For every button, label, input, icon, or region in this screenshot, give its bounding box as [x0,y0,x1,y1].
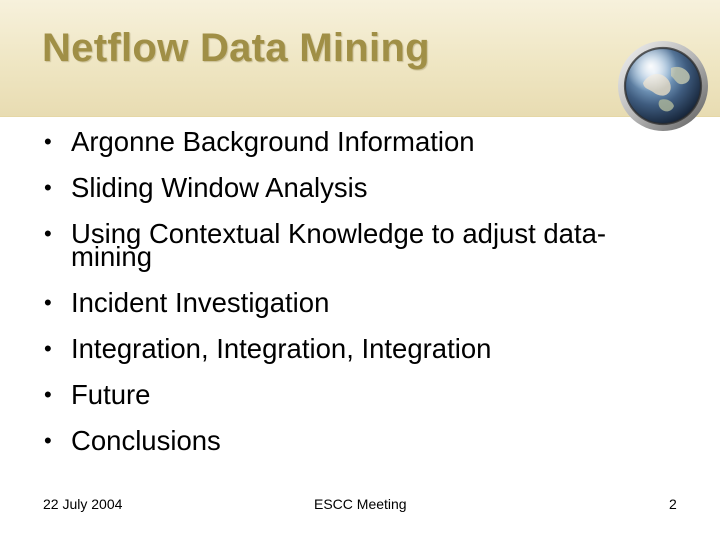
bullet-text: Conclusions [71,425,221,456]
footer-date: 22 July 2004 [43,496,123,512]
bullet-dot: • [44,221,52,246]
bullet-text: Integration, Integration, Integration [71,333,492,364]
globe-icon [616,40,712,136]
bullet-text: Future [71,379,151,410]
bullet-dot: • [44,290,52,315]
bullet-dot: • [44,175,52,200]
footer-event: ESCC Meeting [314,496,407,512]
bullet-item-conclusions [44,425,644,456]
bullet-item-argonne-background [44,126,644,157]
bullet-item-integration [44,333,644,364]
bullet-item-incident-investigation [44,287,644,318]
bullet-list [44,126,644,456]
bullet-item-sliding-window [44,172,644,203]
bullet-dot: • [44,129,52,154]
bullet-item-future [44,379,644,410]
bullet-text: Argonne Background Information [71,126,475,157]
bullet-item-contextual-knowledge [44,218,644,272]
bullet-dot: • [44,382,52,407]
header-divider [0,116,720,117]
bullet-text: Using Contextual Knowledge to adjust data-mining [71,218,607,272]
bullet-dot: • [44,336,52,361]
slide-title: Netflow Data Mining [42,26,430,70]
bullet-text: Incident Investigation [71,287,330,318]
bullet-dot: • [44,428,52,453]
page-number: 2 [669,496,677,512]
bullet-text: Sliding Window Analysis [71,172,368,203]
